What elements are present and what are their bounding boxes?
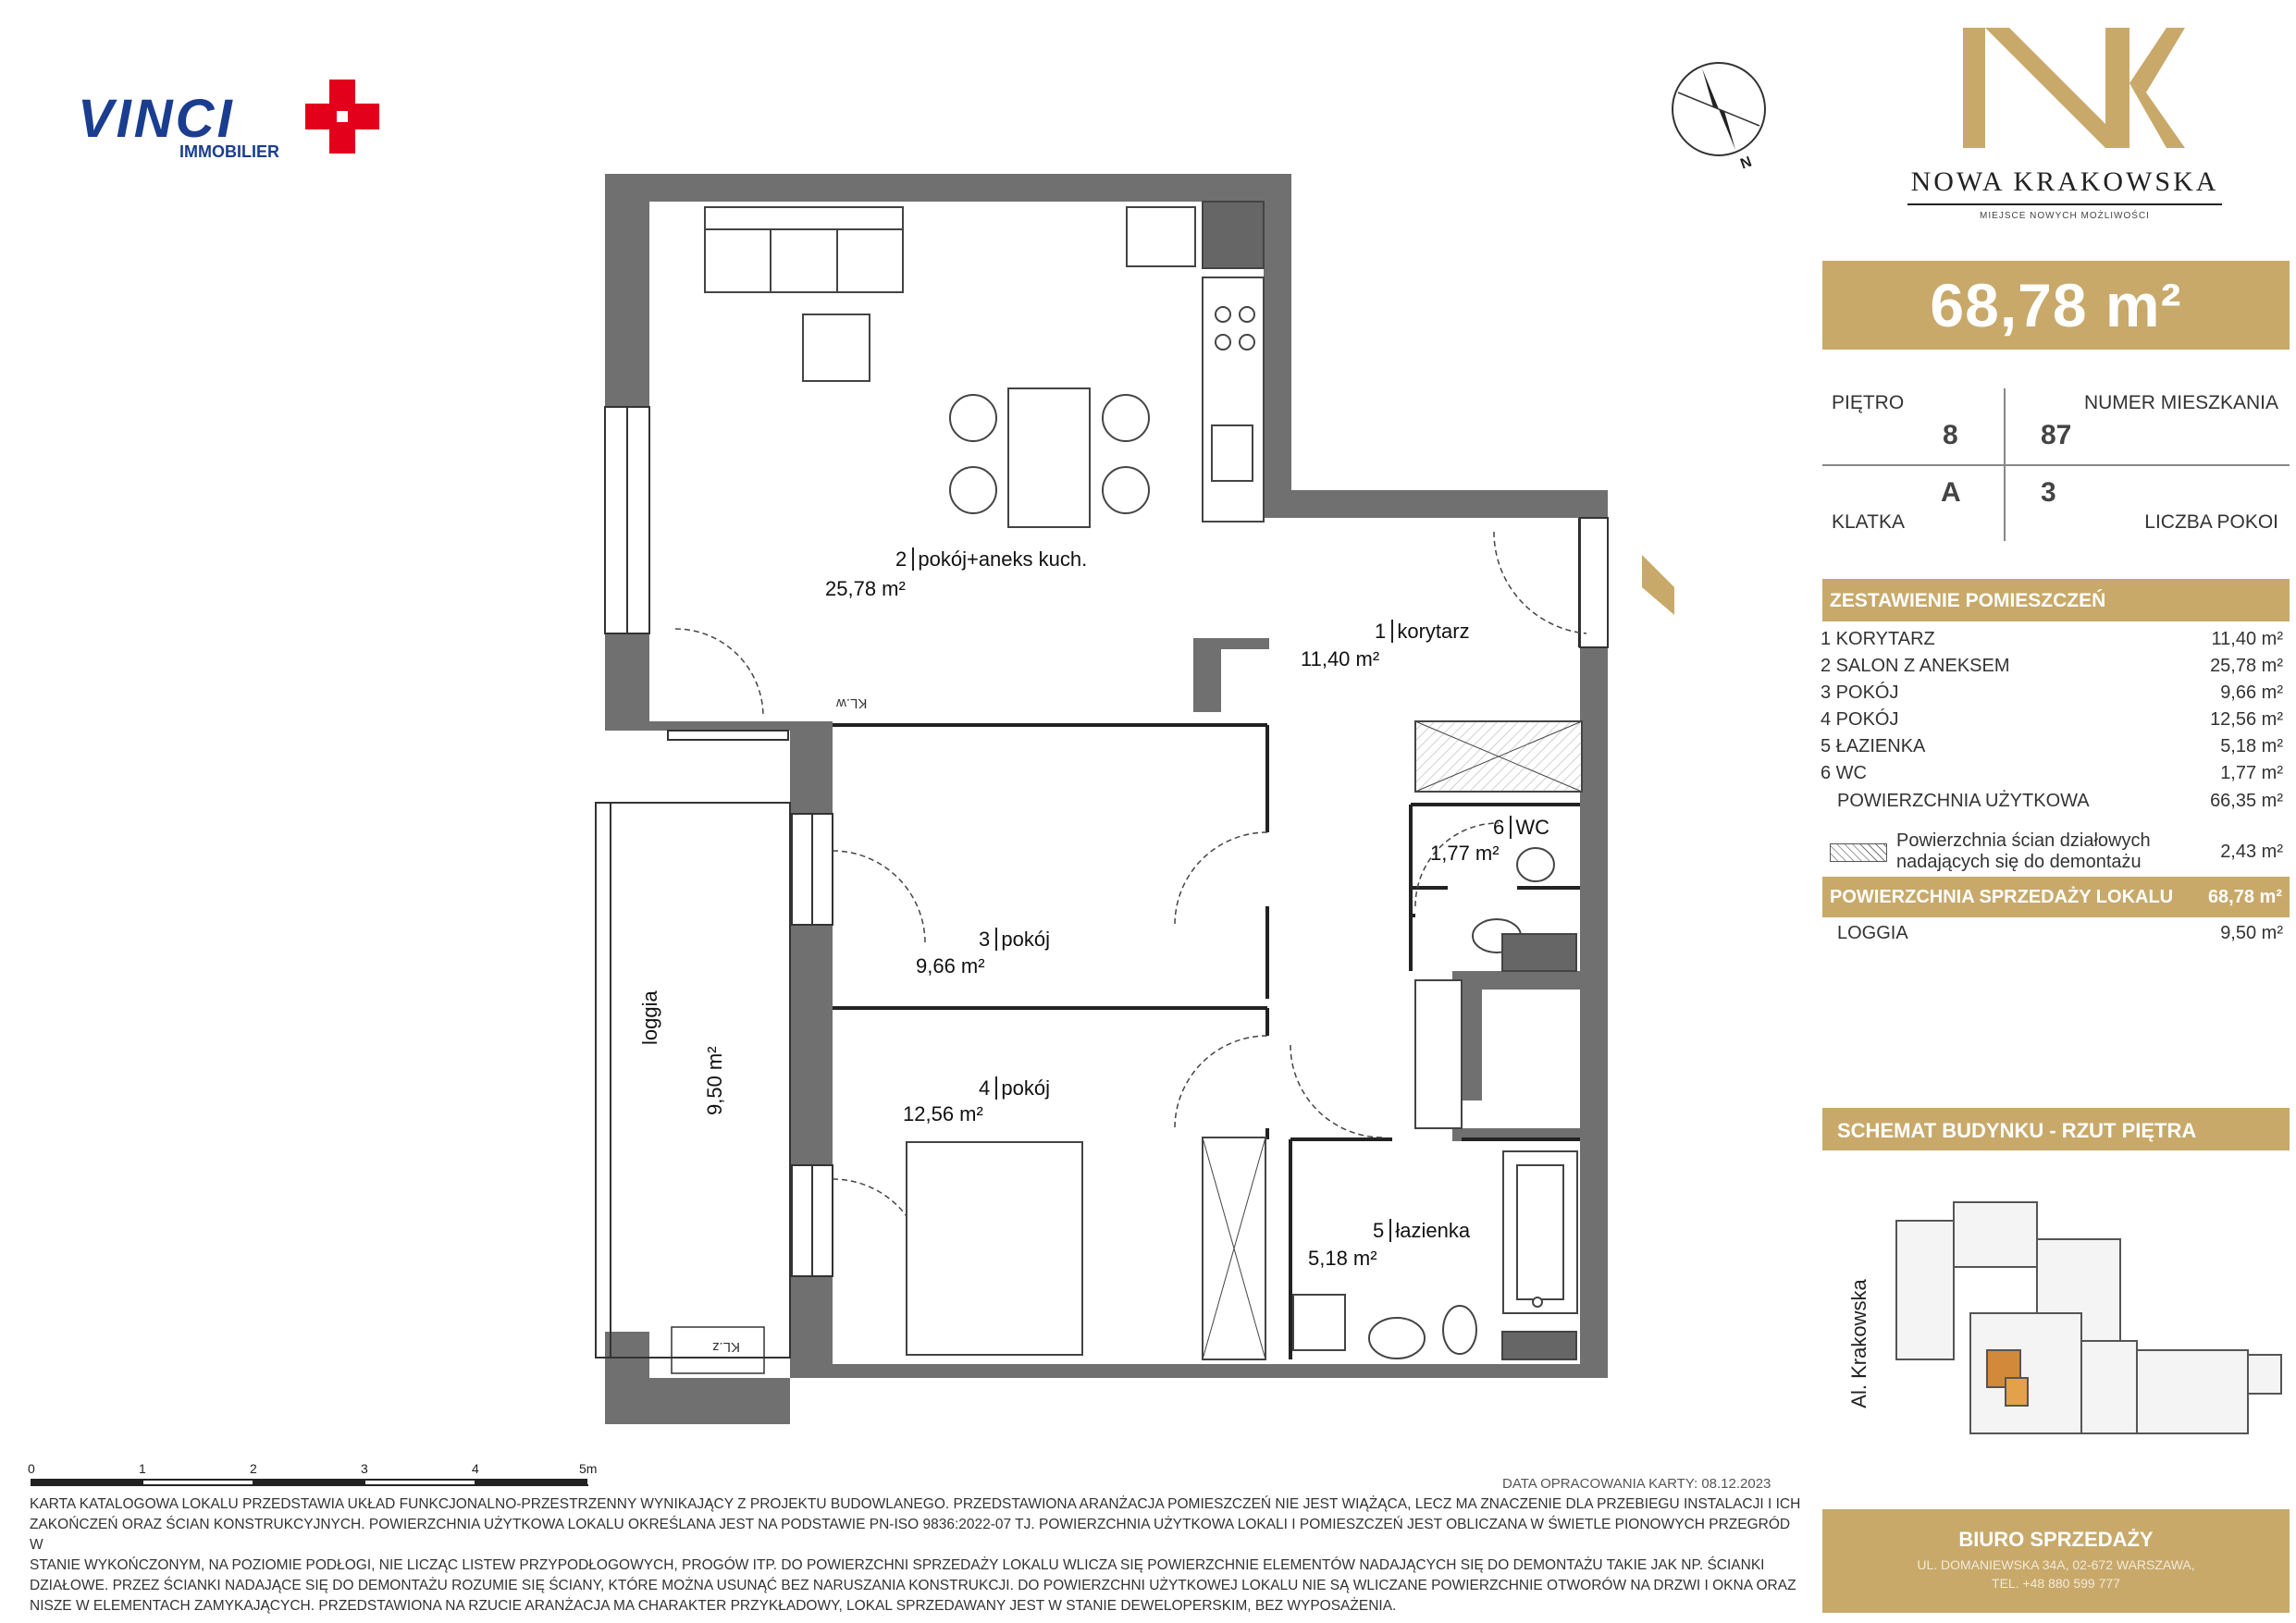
room-area: 11,40 m²: [2211, 629, 2283, 649]
apartment-number-value: 87: [2041, 420, 2072, 450]
room-name: 2 SALON Z ANEKSEM: [1821, 656, 2010, 676]
vinci-logo-subtitle: IMMOBILIER: [179, 142, 279, 161]
room-area-6: 1,77 m²: [1430, 842, 1500, 865]
room-area-5: 5,18 m²: [1308, 1247, 1377, 1270]
floor-value: 8: [1943, 420, 1958, 450]
rooms-count-label: LICZBA POKOI: [2144, 511, 2278, 533]
room-name: 4 POKÓJ: [1821, 709, 1899, 730]
disclaimer-line: NISZE W ELEMENTACH ZAMYKAJĄCYCH. PRZEDSTAWIONA NA RZUCIE ARANŻACJA MA CHARAKTER PRZYKŁADOWY, LOKAL SPRZEDAWANY JEST W STANIE DEWELOPERSKIM, BEZ WYPOSAŻENIA.: [30, 1598, 1397, 1614]
hatch-legend-swatch: [1830, 843, 1887, 862]
apartment-number-label: NUMER MIESZKANIA: [2083, 392, 2278, 413]
sale-area-label: POWIERZCHNIA SPRZEDAŻY LOKALU: [1830, 887, 2174, 907]
loggia-name: loggia: [638, 990, 661, 1045]
loggia-label: LOGGIA: [1837, 923, 1908, 943]
disclaimer: [30, 1494, 1806, 1617]
usable-area-label: POWIERZCHNIA UŻYTKOWA: [1837, 791, 2090, 811]
room-label-4: [979, 1076, 1050, 1100]
area-badge: [1822, 261, 2290, 350]
usable-area-value: 66,35 m²: [2210, 791, 2283, 811]
area-badge-value: 68,78 m²: [1930, 271, 2182, 339]
room-area-1: 11,40 m²: [1301, 647, 1380, 670]
staircase-label: KLATKA: [1832, 511, 1905, 533]
disclaimer-line: ZAKOŃCZEŃ ORAZ ŚCIAN KONSTRUKCYJNYCH. POWIERZCHNIA UŻYTKOWA LOKALU OKREŚLANA JEST NA PODSTAWIE PN-ISO 9836:2022-07 TJ. POWIERZCHNIA UŻYTKOWA LOKALI I POMIESZCZEŃ JEST OBLICZANA W ŚWIETLE PIONOWYCH PRZEGRÓD W: [30, 1517, 1791, 1553]
sales-office-phone: TEL. +48 880 599 777: [1992, 1576, 2120, 1591]
room-area-4: 12,56 m²: [903, 1102, 983, 1125]
loggia-area: [596, 803, 790, 1373]
nk-monogram-icon: [1907, 28, 2222, 166]
project-tagline: MIEJSCE NOWYCH MOŻLIWOŚCI: [1980, 211, 2150, 221]
info-grid: [1822, 379, 2290, 546]
room-area: 5,18 m²: [2220, 736, 2283, 756]
scale-bar: [31, 1480, 588, 1485]
loggia-area-plan: 9,50 m²: [703, 1046, 726, 1115]
room-name: korytarz: [1391, 620, 1469, 643]
scale-tick: 2: [250, 1461, 257, 1476]
room-area: 12,56 m²: [2210, 709, 2283, 730]
schema-header-text: SCHEMAT BUDYNKU - RZUT PIĘTRA: [1837, 1119, 2197, 1142]
rooms-table-header: [1822, 579, 2290, 621]
schema-street-label: Al. Krakowska: [1847, 1279, 1870, 1408]
room-name: WC: [1510, 816, 1549, 839]
nowa-krakowska-logo: [1907, 28, 2222, 231]
room-name: 5 ŁAZIENKA: [1821, 736, 1926, 756]
loggia-value: 9,50 m²: [2220, 923, 2283, 943]
rooms-count-value: 3: [2041, 477, 2056, 508]
project-name: NOWA KRAKOWSKA: [1910, 166, 2219, 197]
room-number: 2: [895, 547, 907, 571]
room-area: 25,78 m²: [2210, 656, 2283, 676]
staircase-value: A: [1941, 477, 1961, 508]
vinci-logo-text: VINCI: [78, 89, 235, 149]
room-name: 1 KORYTARZ: [1821, 629, 1935, 649]
room-number: 3: [979, 928, 991, 951]
date-note: DATA OPRACOWANIA KARTY: 08.12.2023: [1502, 1476, 1771, 1492]
room-label-6: [1493, 816, 1549, 840]
room-name: pokój: [995, 928, 1050, 951]
room-area: 9,66 m²: [2220, 682, 2283, 703]
sales-office-title: BIURO SPRZEDAŻY: [1958, 1528, 2154, 1551]
room-number: 4: [979, 1076, 991, 1100]
vinci-logo: [78, 89, 279, 161]
floor-label: PIĘTRO: [1832, 392, 1905, 413]
vinci-logo-cross: [305, 80, 379, 154]
room-name: pokój+aneks kuch.: [912, 547, 1087, 571]
room-name: pokój: [995, 1076, 1050, 1100]
room-label-3: [979, 928, 1050, 952]
demolishable-walls-value: 2,43 m²: [2220, 842, 2283, 862]
scale-tick: 0: [28, 1461, 35, 1476]
room-number: 1: [1375, 620, 1387, 643]
room-number: 5: [1373, 1219, 1385, 1242]
loggia-label-plan: [638, 990, 662, 1045]
schema-header: [1822, 1108, 2290, 1150]
scale-tick: 3: [361, 1461, 368, 1476]
vent-label-klz: KL.z: [712, 1339, 741, 1355]
compass-icon: [1673, 63, 1765, 155]
room-label-2: [895, 547, 1087, 572]
disclaimer-line: STANIE WYKOŃCZONYM, NA POZIOMIE PODŁOGI, NIE LICZĄC LISTEW PRZYPODŁOGOWYCH, PROGÓW ITP. DO POWIERZCHNI SPRZEDAŻY LOKALU WLICZA SIĘ POWIERZCHNIE ELEMENTÓW NADAJĄCYCH SIĘ DO DEMONTAŻU TAKIE JAK NP. ŚCIANKI: [30, 1557, 1765, 1573]
room-label-1: [1375, 620, 1470, 644]
room-area: 1,77 m²: [2220, 763, 2283, 783]
building-schema-map: [1896, 1202, 2281, 1433]
sales-office-box: [1822, 1509, 2290, 1613]
room-area-3: 9,66 m²: [916, 954, 985, 977]
demolishable-walls-label: [1896, 830, 2151, 873]
room-label-5: [1373, 1219, 1470, 1243]
demolishable-walls-label-line1: Powierzchnia ścian działowych: [1896, 830, 2151, 851]
demolishable-wall-hatch: [1415, 721, 1582, 792]
scale-tick: 4: [472, 1461, 479, 1476]
disclaimer-line: KARTA KATALOGOWA LOKALU PRZEDSTAWIA UKŁAD FUNKCJONALNO-PRZESTRZENNY WYNIKAJĄCY Z PROJEKTU BUDOWLANEGO. PRZEDSTAWIONA ARANŻACJA POMIESZCZEŃ NIE JEST WIĄŻĄCA, LECZ MA ZNACZENIE DLA PRZEBIEGU INSTALACJI I ICH: [30, 1496, 1801, 1512]
room-name: 6 WC: [1821, 763, 1867, 783]
demolishable-walls-label-line2: nadających się do demontażu: [1896, 852, 2142, 872]
entrance-marker: [1642, 555, 1674, 615]
sales-office-address: UL. DOMANIEWSKA 34A, 02-672 WARSZAWA,: [1917, 1557, 2195, 1572]
room-name: łazienka: [1389, 1219, 1470, 1242]
scale-tick: 1: [139, 1461, 146, 1476]
vent-label-klw: KL.w: [836, 695, 868, 711]
disclaimer-line: DZIAŁOWE. PRZEZ ŚCIANKI NADAJĄCE SIĘ DO DEMONTAŻU ROZUMIE SIĘ ŚCIANY, KTÓRE MOŻNA USUNĄĆ BEZ NARUSZANIA KONSTRUKCJI. DO POWIERZCHNI UŻYTKOWEJ LOKALU NIE SĄ WLICZANE POWIERZCHNIE OTWORÓW NA DRZWI I OKNA ORAZ: [30, 1578, 1796, 1593]
room-area-2: 25,78 m²: [825, 577, 906, 600]
sale-area-row: [1822, 877, 2290, 917]
rooms-table-header-text: ZESTAWIENIE POMIESZCZEŃ: [1830, 590, 2106, 611]
room-name: 3 POKÓJ: [1821, 682, 1899, 703]
room-number: 6: [1493, 816, 1505, 839]
sale-area-value: 68,78 m²: [2207, 887, 2282, 907]
compass-north-label: N: [1738, 154, 1754, 173]
scale-tick: 5m: [579, 1461, 598, 1476]
